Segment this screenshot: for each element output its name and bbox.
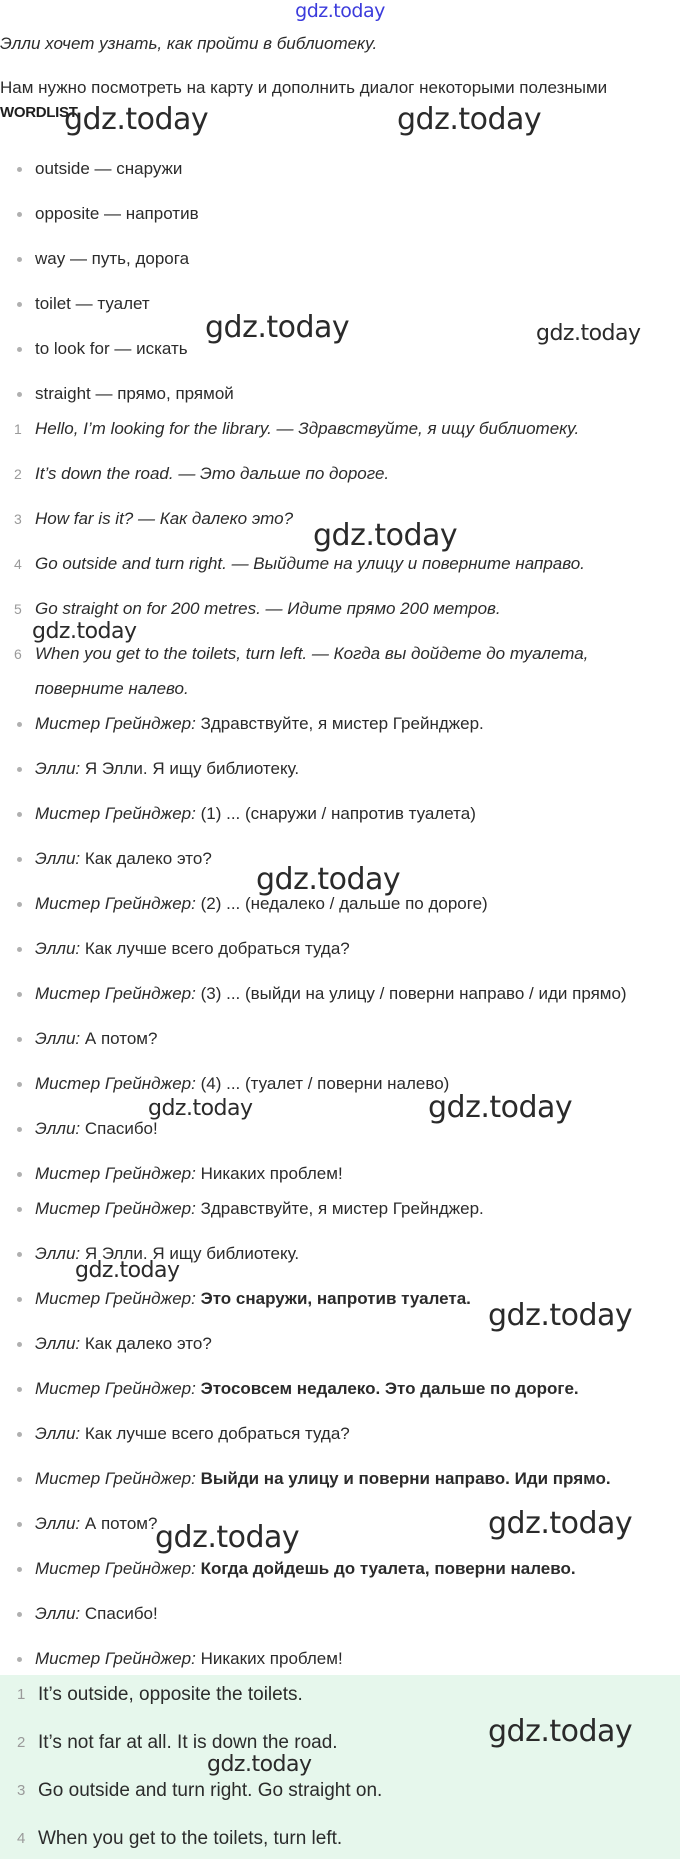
watermark: gdz.today [256,862,401,897]
line-text: (4) ... (туалет / поверни налево) [200,1074,450,1093]
watermark: gdz.today [155,1520,300,1555]
bullet-icon [17,347,22,352]
bullet-icon [17,1657,22,1662]
bullet-icon [17,902,22,907]
bullet-icon [17,1612,22,1617]
wordlist-title: WORDLIST [0,104,78,121]
line-text: Здравствуйте, я мистер Грейнджер. [200,714,484,733]
bullet-icon [17,947,22,952]
bullet-icon [17,1172,22,1177]
speaker: Мистер Грейнджер: [35,984,196,1003]
speaker: Мистер Грейнджер: [35,1649,196,1668]
speaker: Мистер Грейнджер: [35,1469,196,1488]
bullet-icon [17,1477,22,1482]
speaker: Мистер Грейнджер: [35,1289,196,1308]
speaker: Элли: [35,759,81,778]
bullet-icon [17,212,22,217]
line-text: (1) ... (снаружи / напротив туалета) [200,804,476,823]
line-text: Спасибо! [84,1119,158,1138]
line-text: Как лучше всего добраться туда? [84,939,350,958]
watermark: gdz.today [488,1714,633,1749]
bullet-icon [17,1252,22,1257]
bullet-icon [17,992,22,997]
bullet-icon [17,1522,22,1527]
bullet-icon [17,302,22,307]
line-text: Никаких проблем! [200,1164,343,1183]
line-text: (2) ... (недалеко / дальше по дороге) [200,894,488,913]
speaker: Элли: [35,1424,81,1443]
speaker: Элли: [35,1029,81,1048]
watermark: gdz.today [64,102,209,137]
bullet-icon [17,1387,22,1392]
line-text: Как далеко это? [84,849,212,868]
watermark: gdz.today [397,102,542,137]
speaker: Мистер Грейнджер: [35,1164,196,1183]
intro-line-2: Нам нужно посмотреть на карту и дополнить диалог некоторыми полезными [0,78,608,97]
bullet-icon [17,857,22,862]
speaker: Мистер Грейнджер: [35,1074,196,1093]
speaker: Элли: [35,1604,81,1623]
page: gdz.today Элли хочет узнать, как пройти в библиотеку. Нам нужно посмотреть на карту и дополнить диалог некоторыми полезными WORDLIST outside — снаружи opposite — напротив way — путь, дорога toilet — туалет to look for — искать straight — прямо, прямой 1 Hello, I’m looking for the library. — Здравствуйте, я ищу библиотеку. 2 It’s down the road. — Это дальше по дороге. 3 How far is it? — Как далеко это? 4 Go outside and turn right. — Выйдите на улицу и поверните направо. 5 Go straight on for 200 metres. — Идите прямо 200 метров. 6 When you get to the toilets, turn left. — Когда вы дойдете до туалета, поверните налево. Мистер Грейнджер: Здравствуйте, я мистер Грейнджер. Элли: Я Элли. Я ищу библиотеку. Мистер Грейнджер: (1) ... (снаружи / напротив туалета) Элли: Как далеко это? Мистер Грейнджер: (2) ... (недалеко / дальше по дороге) Элли: Как лучше всего добраться туда? Мистер Грейнджер: (3) ... (выйди на улицу / поверни направо / иди прямо) Элли: А потом? Мистер Грейнджер: (4) ... (туалет / поверни налево) Элли: Спасибо! Мистер Грейнджер: Никаких проблем! Мистер Грейнджер: Здравствуйте, я мистер Грейнджер. Элли: Я Элли. Я ищу библиотеку. Мистер Грейнджер: Это снаружи, напротив туалета. Элли: Как далеко это? Мистер Грейнджер: Этосовсем недалеко. Это дальше по дороге. Элли: Как лучше всего добраться туда? Мистер Грейнджер: Выйди на улицу и поверни направо. Иди прямо. Элли: А потом? Мистер Грейнджер: Когда дойдешь до туалета, поверни налево. Элли: Спасибо! Мистер Грейнджер: Никаких проблем! 1 It’s outside, opposite the toilets. 2 It’s not far at all. It is down the road. 3 Go outside and turn right. Go straight on. 4 When you get to the toilets, turn left. gdz.today gdz.today gdz.today gdz.today gdz.today gdz.today gdz.today gdz.today gdz.today gdz.today gdz.today gdz.today gdz.today gdz.today gdz.today [0,0,680,1859]
watermark: gdz.today [75,1258,180,1283]
speaker: Элли: [35,1119,81,1138]
bullet-icon [17,812,22,817]
bullet-icon [17,392,22,397]
watermark: gdz.today [148,1096,253,1121]
bullet-icon [17,167,22,172]
line-text: (3) ... (выйди на улицу / поверни направо / иди прямо) [200,984,627,1003]
watermark: gdz.today [536,321,641,346]
bullet-icon [17,1207,22,1212]
answer-text: Когда дойдешь до туалета, поверни налево. [200,1559,576,1578]
speaker: Мистер Грейнджер: [35,1559,196,1578]
line-text: Никаких проблем! [200,1649,343,1668]
bullet-icon [17,1127,22,1132]
bullet-icon [17,1432,22,1437]
speaker: Мистер Грейнджер: [35,804,196,823]
line-text: Как лучше всего добраться туда? [84,1424,350,1443]
speaker: Элли: [35,1334,81,1353]
site-logo[interactable]: gdz.today [295,0,385,22]
bullet-icon [17,1297,22,1302]
line-text: Здравствуйте, я мистер Грейнджер. [200,1199,484,1218]
watermark: gdz.today [488,1298,633,1333]
speaker: Мистер Грейнджер: [35,894,196,913]
line-text: А потом? [84,1514,158,1533]
bullet-icon [17,722,22,727]
line-text: Я Элли. Я ищу библиотеку. [84,759,300,778]
watermark: gdz.today [207,1752,312,1777]
line-text: Спасибо! [84,1604,158,1623]
speaker: Элли: [35,939,81,958]
bullet-icon [17,1342,22,1347]
bullet-icon [17,767,22,772]
answer-text: Этосовсем недалеко. Это дальше по дороге. [200,1379,579,1398]
intro-line-1: Элли хочет узнать, как пройти в библиотеку. [0,34,378,53]
bullet-icon [17,1567,22,1572]
speaker: Мистер Грейнджер: [35,1199,196,1218]
answer-text: Это снаружи, напротив туалета. [200,1289,471,1308]
watermark: gdz.today [205,310,350,345]
watermark: gdz.today [32,619,137,644]
bullet-icon [17,257,22,262]
bullet-icon [17,1037,22,1042]
speaker: Мистер Грейнджер: [35,714,196,733]
line-text: Я Элли. Я ищу библиотеку. [84,1244,300,1263]
watermark: gdz.today [428,1090,573,1125]
bullet-icon [17,1082,22,1087]
watermark: gdz.today [313,518,458,553]
line-text: Как далеко это? [84,1334,212,1353]
line-text: А потом? [84,1029,158,1048]
watermark: gdz.today [488,1506,633,1541]
speaker: Элли: [35,849,81,868]
speaker: Элли: [35,1244,81,1263]
answer-text: Выйди на улицу и поверни направо. Иди прямо. [200,1469,611,1488]
speaker: Мистер Грейнджер: [35,1379,196,1398]
speaker: Элли: [35,1514,81,1533]
